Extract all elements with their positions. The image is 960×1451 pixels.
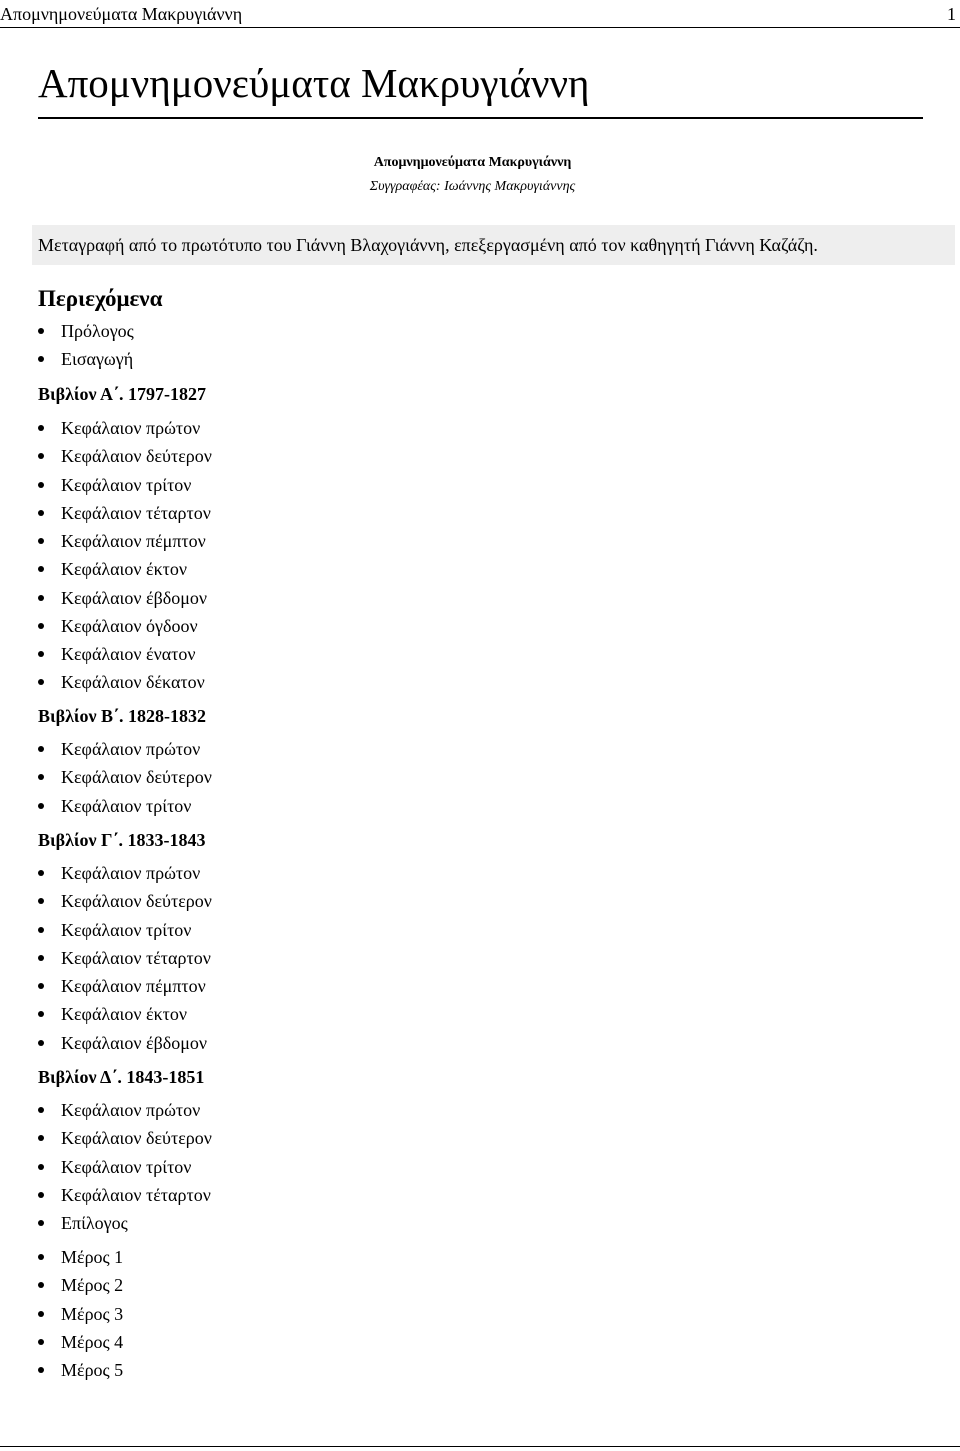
toc-item-introduction[interactable] [38, 345, 134, 373]
toc-chapter-item[interactable] [38, 584, 212, 612]
footer-rule [0, 1446, 960, 1447]
toc-chapter-item[interactable] [38, 612, 212, 640]
book-heading-a: Βιβλίον Α΄. 1797-1827 [38, 384, 207, 404]
bullet-icon [38, 328, 44, 334]
toc-heading: Περιεχόμενα [38, 286, 163, 311]
bullet-icon [38, 1339, 44, 1345]
book-heading-b: Βιβλίον Β΄. 1828-1832 [38, 706, 207, 726]
toc-chapter-item[interactable] [38, 1096, 212, 1124]
parts-list [38, 1243, 123, 1384]
book-b-chapter-list [38, 735, 212, 820]
page-number: 1 [947, 4, 956, 24]
toc-item-label: Μέρος 5 [61, 1360, 124, 1380]
bullet-icon [38, 1254, 44, 1260]
toc-item-label: Κεφάλαιον δεύτερον [61, 891, 212, 912]
book-heading-c: Βιβλίον Γ΄. 1833-1843 [38, 830, 206, 850]
toc-chapter-item[interactable] [38, 1181, 212, 1209]
bullet-icon [38, 510, 44, 516]
toc-intro-list [38, 317, 134, 374]
bullet-icon [38, 1011, 44, 1017]
toc-part-item[interactable] [38, 1356, 123, 1384]
toc-part-item[interactable] [38, 1271, 123, 1299]
bullet-icon [38, 955, 44, 961]
toc-item-label: Πρόλογος [61, 321, 134, 341]
toc-chapter-item[interactable] [38, 527, 212, 555]
toc-item-label: Κεφάλαιον έβδομον [61, 587, 208, 608]
bullet-icon [38, 651, 44, 657]
toc-chapter-item[interactable] [38, 944, 212, 972]
toc-chapter-item[interactable] [38, 1124, 212, 1152]
bullet-icon [38, 774, 44, 780]
bullet-icon [38, 356, 44, 362]
toc-chapter-item[interactable] [38, 668, 212, 696]
toc-item-label: Κεφάλαιον δεύτερον [61, 446, 212, 467]
bullet-icon [38, 595, 44, 601]
bullet-icon [38, 1040, 44, 1046]
bullet-icon [38, 927, 44, 933]
toc-item-prologue[interactable] [38, 317, 134, 345]
toc-chapter-item[interactable] [38, 471, 212, 499]
running-title: Απομνημονεύματα Μακρυγιάννη [0, 4, 243, 24]
toc-item-label: Κεφάλαιον ένατον [61, 644, 196, 664]
book-d-chapter-list [38, 1096, 212, 1237]
bullet-icon [38, 453, 44, 459]
toc-item-label: Κεφάλαιον έβδομον [61, 1032, 208, 1053]
toc-chapter-item[interactable] [38, 414, 212, 442]
toc-chapter-item[interactable] [38, 640, 212, 668]
toc-item-label: Κεφάλαιον τέταρτον [61, 502, 211, 523]
header-rule [0, 27, 960, 28]
toc-item-label: Κεφάλαιον τρίτον [61, 474, 192, 495]
bullet-icon [38, 870, 44, 876]
bullet-icon [38, 898, 44, 904]
toc-item-label: Κεφάλαιον τέταρτον [61, 1184, 211, 1205]
toc-item-label: Κεφάλαιον δεύτερον [61, 767, 212, 788]
toc-item-label: Κεφάλαιον πέμπτον [61, 531, 206, 551]
bullet-icon [38, 1192, 44, 1198]
toc-item-label: Κεφάλαιον έκτον [61, 559, 188, 580]
toc-item-label: Κεφάλαιον δέκατον [61, 672, 205, 693]
toc-item-label: Μέρος 4 [61, 1331, 124, 1352]
toc-chapter-item[interactable] [38, 1153, 212, 1181]
toc-part-item[interactable] [38, 1300, 123, 1328]
bullet-icon [38, 1220, 44, 1226]
toc-part-item[interactable] [38, 1328, 123, 1356]
toc-item-epilogue[interactable] [38, 1209, 212, 1237]
transcription-notice: Μεταγραφή από το πρωτότυπο του Γιάννη Βλαχογιάννη, επεξεργασμένη από τον καθηγητή Γιάννη Καζάζη. [32, 225, 955, 265]
title-rule [38, 117, 923, 119]
toc-item-label: Κεφάλαιον τέταρτον [61, 947, 211, 968]
toc-item-label: Κεφάλαιον όγδοον [61, 615, 198, 636]
toc-chapter-item[interactable] [38, 763, 212, 791]
toc-item-label: Κεφάλαιον τρίτον [61, 919, 192, 940]
toc-item-label: Μέρος 3 [61, 1303, 124, 1324]
bullet-icon [38, 566, 44, 572]
running-header [0, 0, 960, 30]
toc-chapter-item[interactable] [38, 1029, 212, 1057]
toc-chapter-item[interactable] [38, 499, 212, 527]
toc-chapter-item[interactable] [38, 859, 212, 887]
book-a-chapter-list [38, 414, 212, 697]
toc-item-label: Κεφάλαιον έκτον [61, 1004, 188, 1025]
toc-chapter-item[interactable] [38, 887, 212, 915]
toc-chapter-item[interactable] [38, 555, 212, 583]
toc-chapter-item[interactable] [38, 792, 212, 820]
bullet-icon [38, 1135, 44, 1141]
toc-item-label: Εισαγωγή [61, 349, 134, 370]
bullet-icon [38, 679, 44, 685]
toc-part-item[interactable] [38, 1243, 123, 1271]
toc-item-label: Μέρος 2 [61, 1275, 124, 1296]
bullet-icon [38, 425, 44, 431]
toc-item-label: Μέρος 1 [61, 1247, 124, 1267]
toc-item-label: Επίλογος [61, 1213, 128, 1233]
bullet-icon [38, 623, 44, 629]
toc-chapter-item[interactable] [38, 1000, 212, 1028]
toc-item-label: Κεφάλαιον πέμπτον [61, 976, 206, 996]
toc-item-label: Κεφάλαιον πρώτον [61, 739, 201, 759]
book-heading-d: Βιβλίον Δ΄. 1843-1851 [38, 1067, 205, 1087]
bullet-icon [38, 1311, 44, 1317]
bullet-icon [38, 746, 44, 752]
bullet-icon [38, 1282, 44, 1288]
toc-item-label: Κεφάλαιον πρώτον [61, 863, 201, 883]
bullet-icon [38, 538, 44, 544]
infobox-title: Απομνημονεύματα Μακρυγιάννη [373, 155, 572, 170]
page-title: Απομνημονεύματα Μακρυγιάννη [38, 60, 590, 106]
toc-chapter-item[interactable] [38, 735, 212, 763]
bullet-icon [38, 1164, 44, 1170]
infobox [0, 154, 960, 196]
book-c-chapter-list [38, 859, 212, 1057]
toc-item-label: Κεφάλαιον πρώτον [61, 418, 201, 438]
toc-chapter-item[interactable] [38, 916, 212, 944]
toc-item-label: Κεφάλαιον τρίτον [61, 795, 192, 816]
toc-item-label: Κεφάλαιον δεύτερον [61, 1128, 212, 1149]
toc-item-label: Κεφάλαιον πρώτον [61, 1100, 201, 1120]
bullet-icon [38, 482, 44, 488]
toc-chapter-item[interactable] [38, 972, 212, 1000]
bullet-icon [38, 1367, 44, 1373]
bullet-icon [38, 983, 44, 989]
toc-item-label: Κεφάλαιον τρίτον [61, 1156, 192, 1177]
bullet-icon [38, 1107, 44, 1113]
infobox-author: Συγγραφέας: Ιωάννης Μακρυγιάννης [369, 179, 576, 194]
bullet-icon [38, 803, 44, 809]
toc-chapter-item[interactable] [38, 442, 212, 470]
